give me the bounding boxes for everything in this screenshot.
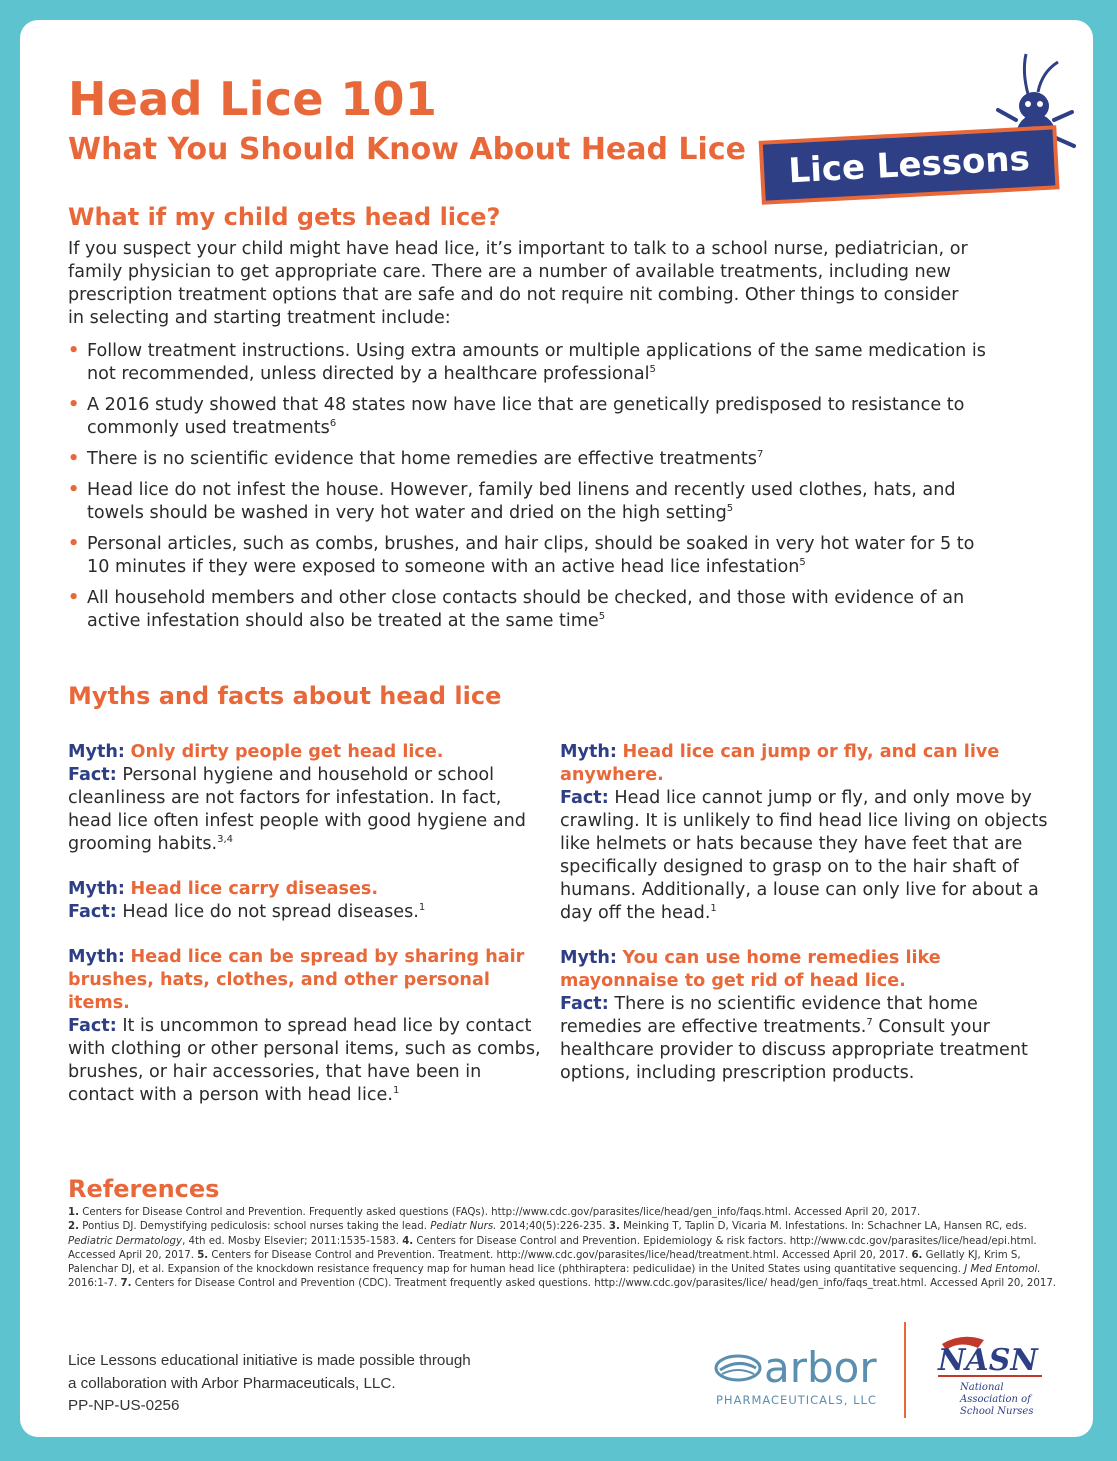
page-subtitle: What You Should Know About Head Lice xyxy=(68,132,746,167)
nasn-logo xyxy=(932,1328,1052,1420)
fact-line xyxy=(68,1015,548,1107)
fact-ref: 1 xyxy=(710,903,717,915)
reference-journal: Pediatr Nurs. xyxy=(430,1221,497,1233)
reference-number: 4. xyxy=(402,1235,414,1247)
reference-text: Gellatly KJ, Krim S, Palenchar DJ, et al. Expansion of the knockdown resistance frequency map for human head lice (phthiraptera: pediculidae) in the United States using quantitative sequencing. xyxy=(68,1249,1021,1276)
nasn-wordmark: NASN xyxy=(938,1343,1038,1378)
reference-text-cont: 2014;40(5):226-235. xyxy=(496,1221,609,1233)
fact-ref: 7 xyxy=(866,1017,873,1029)
fact-line xyxy=(560,787,1060,925)
myth-label: Myth: xyxy=(68,742,125,762)
fact-text: Head lice cannot jump or fly, and only move by crawling. It is unlikely to find head lice living on objects like helmets or hats because they have feet that are specifically designed to grasp on to the hair shaft of humans. Additionally, a louse can only live for about a day off the head. xyxy=(560,788,1048,923)
treatment-bullet xyxy=(68,394,988,440)
reference-text: Pontius DJ. Demystifying pediculosis: school nurses taking the lead. xyxy=(78,1221,431,1233)
myth-label: Myth: xyxy=(68,947,125,967)
footer-line-2: a collaboration with Arbor Pharmaceuticals, LLC. xyxy=(68,1374,396,1392)
myth-text: Only dirty people get head lice. xyxy=(130,742,444,762)
reference-item xyxy=(68,1221,609,1232)
bullet-text: Personal articles, such as combs, brushes, and hair clips, should be soaked in very hot water for 5 to 10 minutes if they were exposed to someone with an active head lice infestation xyxy=(87,534,975,577)
section-heading-treatment: What if my child gets head lice? xyxy=(68,203,501,231)
myth-line xyxy=(68,878,548,901)
reference-text: Meinking T, Taplin D, Vicaria M. Infestations. In: Schachner LA, Hansen RC, eds. xyxy=(619,1221,1027,1233)
bullet-ref: 7 xyxy=(756,449,764,461)
footer-code: PP-NP-US-0256 xyxy=(68,1397,180,1414)
fact-ref: 1 xyxy=(418,902,426,914)
myth-line xyxy=(68,946,548,1015)
reference-text-cont: 2016:1-7. xyxy=(68,1278,121,1290)
reference-number: 5. xyxy=(197,1249,209,1261)
footer-line-1: Lice Lessons educational initiative is made possible through xyxy=(68,1352,471,1369)
myth-fact-block xyxy=(560,741,1060,925)
arbor-wordmark: arbor xyxy=(764,1343,877,1392)
myth-label: Myth: xyxy=(68,879,125,899)
bullet-dot-icon: • xyxy=(68,449,80,469)
section-heading-myths: Myths and facts about head lice xyxy=(68,682,502,710)
arbor-subtitle: PHARMACEUTICALS, LLC xyxy=(716,1393,877,1407)
fact-label: Fact: xyxy=(68,765,117,785)
myths-right-column xyxy=(560,741,1060,1107)
myth-label: Myth: xyxy=(560,742,617,762)
fact-line xyxy=(68,764,548,856)
myth-fact-block xyxy=(68,741,548,856)
treatment-bullet xyxy=(68,533,988,579)
myth-line xyxy=(560,741,1060,787)
reference-text: Centers for Disease Control and Prevention (CDC). Treatment frequently asked questions. http://www.cdc.gov/parasites/lice/ head/gen_info/faqs_treat.html. Accessed April 20, 2017. xyxy=(131,1278,1057,1290)
reference-item xyxy=(120,1278,1056,1289)
fact-label: Fact: xyxy=(68,1016,117,1036)
treatment-bullet xyxy=(68,479,988,525)
reference-journal: Pediatric Dermatology xyxy=(68,1235,183,1247)
footer-divider xyxy=(904,1322,906,1418)
reference-number: 7. xyxy=(120,1278,132,1290)
bullet-ref: 6 xyxy=(329,418,337,430)
fact-line xyxy=(560,993,1060,1085)
bullet-dot-icon: • xyxy=(68,534,80,554)
fact-ref: 1 xyxy=(392,1085,400,1097)
page-card xyxy=(20,20,1093,1437)
bullet-text: There is no scientific evidence that home remedies are effective treatments xyxy=(87,449,757,469)
reference-number: 3. xyxy=(608,1221,620,1233)
references-list xyxy=(68,1206,1068,1292)
bullet-dot-icon: • xyxy=(68,588,80,608)
intro-paragraph: If you suspect your child might have head lice, it’s important to talk to a school nurse, pediatrician, or family physician to get appropriate care. There are a number of available treatments, including new prescription treatment options that are safe and do not require nit combing. Other things to consider in selecting and starting treatment include: xyxy=(68,239,968,328)
myth-line xyxy=(560,947,1060,993)
fact-text: There is no scientific evidence that home remedies are effective treatments. xyxy=(560,994,978,1037)
fact-label: Fact: xyxy=(560,788,609,808)
fact-label: Fact: xyxy=(560,994,609,1014)
nasn-line-1: National xyxy=(960,1382,1004,1393)
footer-credit xyxy=(68,1350,471,1418)
myth-text: Head lice can be spread by sharing hair brushes, hats, clothes, and other personal items. xyxy=(68,947,525,1013)
fact-label: Fact: xyxy=(68,902,117,922)
reference-journal: J Med Entomol. xyxy=(964,1264,1041,1276)
reference-text-cont: , 4th ed. Mosby Elsevier; 2011:1535-1583. xyxy=(182,1235,403,1247)
bullet-dot-icon: • xyxy=(68,395,80,415)
bullet-text: All household members and other close contacts should be checked, and those with evidence of an active infestation should also be treated at the same time xyxy=(87,588,965,631)
myth-text: Head lice carry diseases. xyxy=(130,879,379,899)
lice-lessons-logo xyxy=(736,42,1076,212)
myth-fact-block xyxy=(68,878,548,924)
page-title: Head Lice 101 xyxy=(68,72,438,126)
reference-text: Centers for Disease Control and Prevention. Treatment. http://www.cdc.gov/parasites/lice/head/treatment.html. Accessed April 20, 2017. xyxy=(208,1249,912,1261)
reference-text: Centers for Disease Control and Prevention. Frequently asked questions (FAQs). http://www.cdc.gov/parasites/lice/head/gen_info/faqs.html. Accessed April 20, 2017. xyxy=(78,1207,921,1218)
treatment-bullet xyxy=(68,448,988,471)
fact-text: Personal hygiene and household or school cleanliness are not factors for infestation. In fact, head lice often infest people with good hygiene and grooming habits. xyxy=(68,765,526,854)
treatment-bullet xyxy=(68,587,988,633)
nasn-line-2: Association of xyxy=(960,1394,1031,1405)
bullet-text: A 2016 study showed that 48 states now have lice that are genetically predisposed to resistance to commonly used treatments xyxy=(87,395,965,438)
fact-text: It is uncommon to spread head lice by contact with clothing or other personal items, such as combs, brushes, or hair accessories, that have been in contact with a person with head lice. xyxy=(68,1016,541,1105)
arbor-swirl-icon xyxy=(716,1356,760,1380)
reference-item xyxy=(197,1250,911,1261)
bullet-dot-icon: • xyxy=(68,341,80,361)
myth-fact-block xyxy=(560,947,1060,1085)
bullet-ref: 5 xyxy=(799,557,806,569)
fact-text: Head lice do not spread diseases. xyxy=(122,902,419,922)
treatment-bullet-list xyxy=(68,340,988,641)
arbor-logo xyxy=(712,1338,882,1408)
bullet-ref: 5 xyxy=(649,364,656,376)
myth-text: You can use home remedies like mayonnaise to get rid of head lice. xyxy=(560,948,941,991)
myth-fact-block xyxy=(68,946,548,1107)
nasn-line-3: School Nurses xyxy=(960,1406,1034,1417)
bullet-ref: 5 xyxy=(726,503,734,515)
references-heading: References xyxy=(68,1175,220,1203)
myths-left-column xyxy=(68,741,548,1129)
bullet-text: Head lice do not infest the house. However, family bed linens and recently used clothes, hats, and towels should be washed in very hot water and dried on the high setting xyxy=(87,480,956,523)
bullet-dot-icon: • xyxy=(68,480,80,500)
reference-number: 2. xyxy=(68,1221,79,1233)
treatment-bullet xyxy=(68,340,988,386)
myth-text: Head lice can jump or fly, and can live anywhere. xyxy=(560,742,1000,785)
bullet-text: Follow treatment instructions. Using extra amounts or multiple applications of the same medication is not recommended, unless directed by a healthcare professional xyxy=(87,341,986,384)
reference-item xyxy=(68,1207,920,1218)
fact-ref: 3,4 xyxy=(217,834,234,846)
fact-text-cont: Consult your healthcare provider to discuss appropriate treatment options, including prescription products. xyxy=(560,1017,1028,1083)
reference-text: Centers for Disease Control and Prevention. Epidemiology & risk factors. http://www.cdc.gov/parasites/lice/head/epi.html. Accessed April 20, 2017. xyxy=(68,1235,1037,1261)
reference-number: 1. xyxy=(68,1207,79,1218)
reference-number: 6. xyxy=(911,1249,923,1261)
fact-line xyxy=(68,901,548,924)
bullet-ref: 5 xyxy=(598,611,606,623)
logo-text: Lice Lessons xyxy=(787,138,1031,192)
myth-label: Myth: xyxy=(560,948,617,968)
myth-line xyxy=(68,741,548,764)
